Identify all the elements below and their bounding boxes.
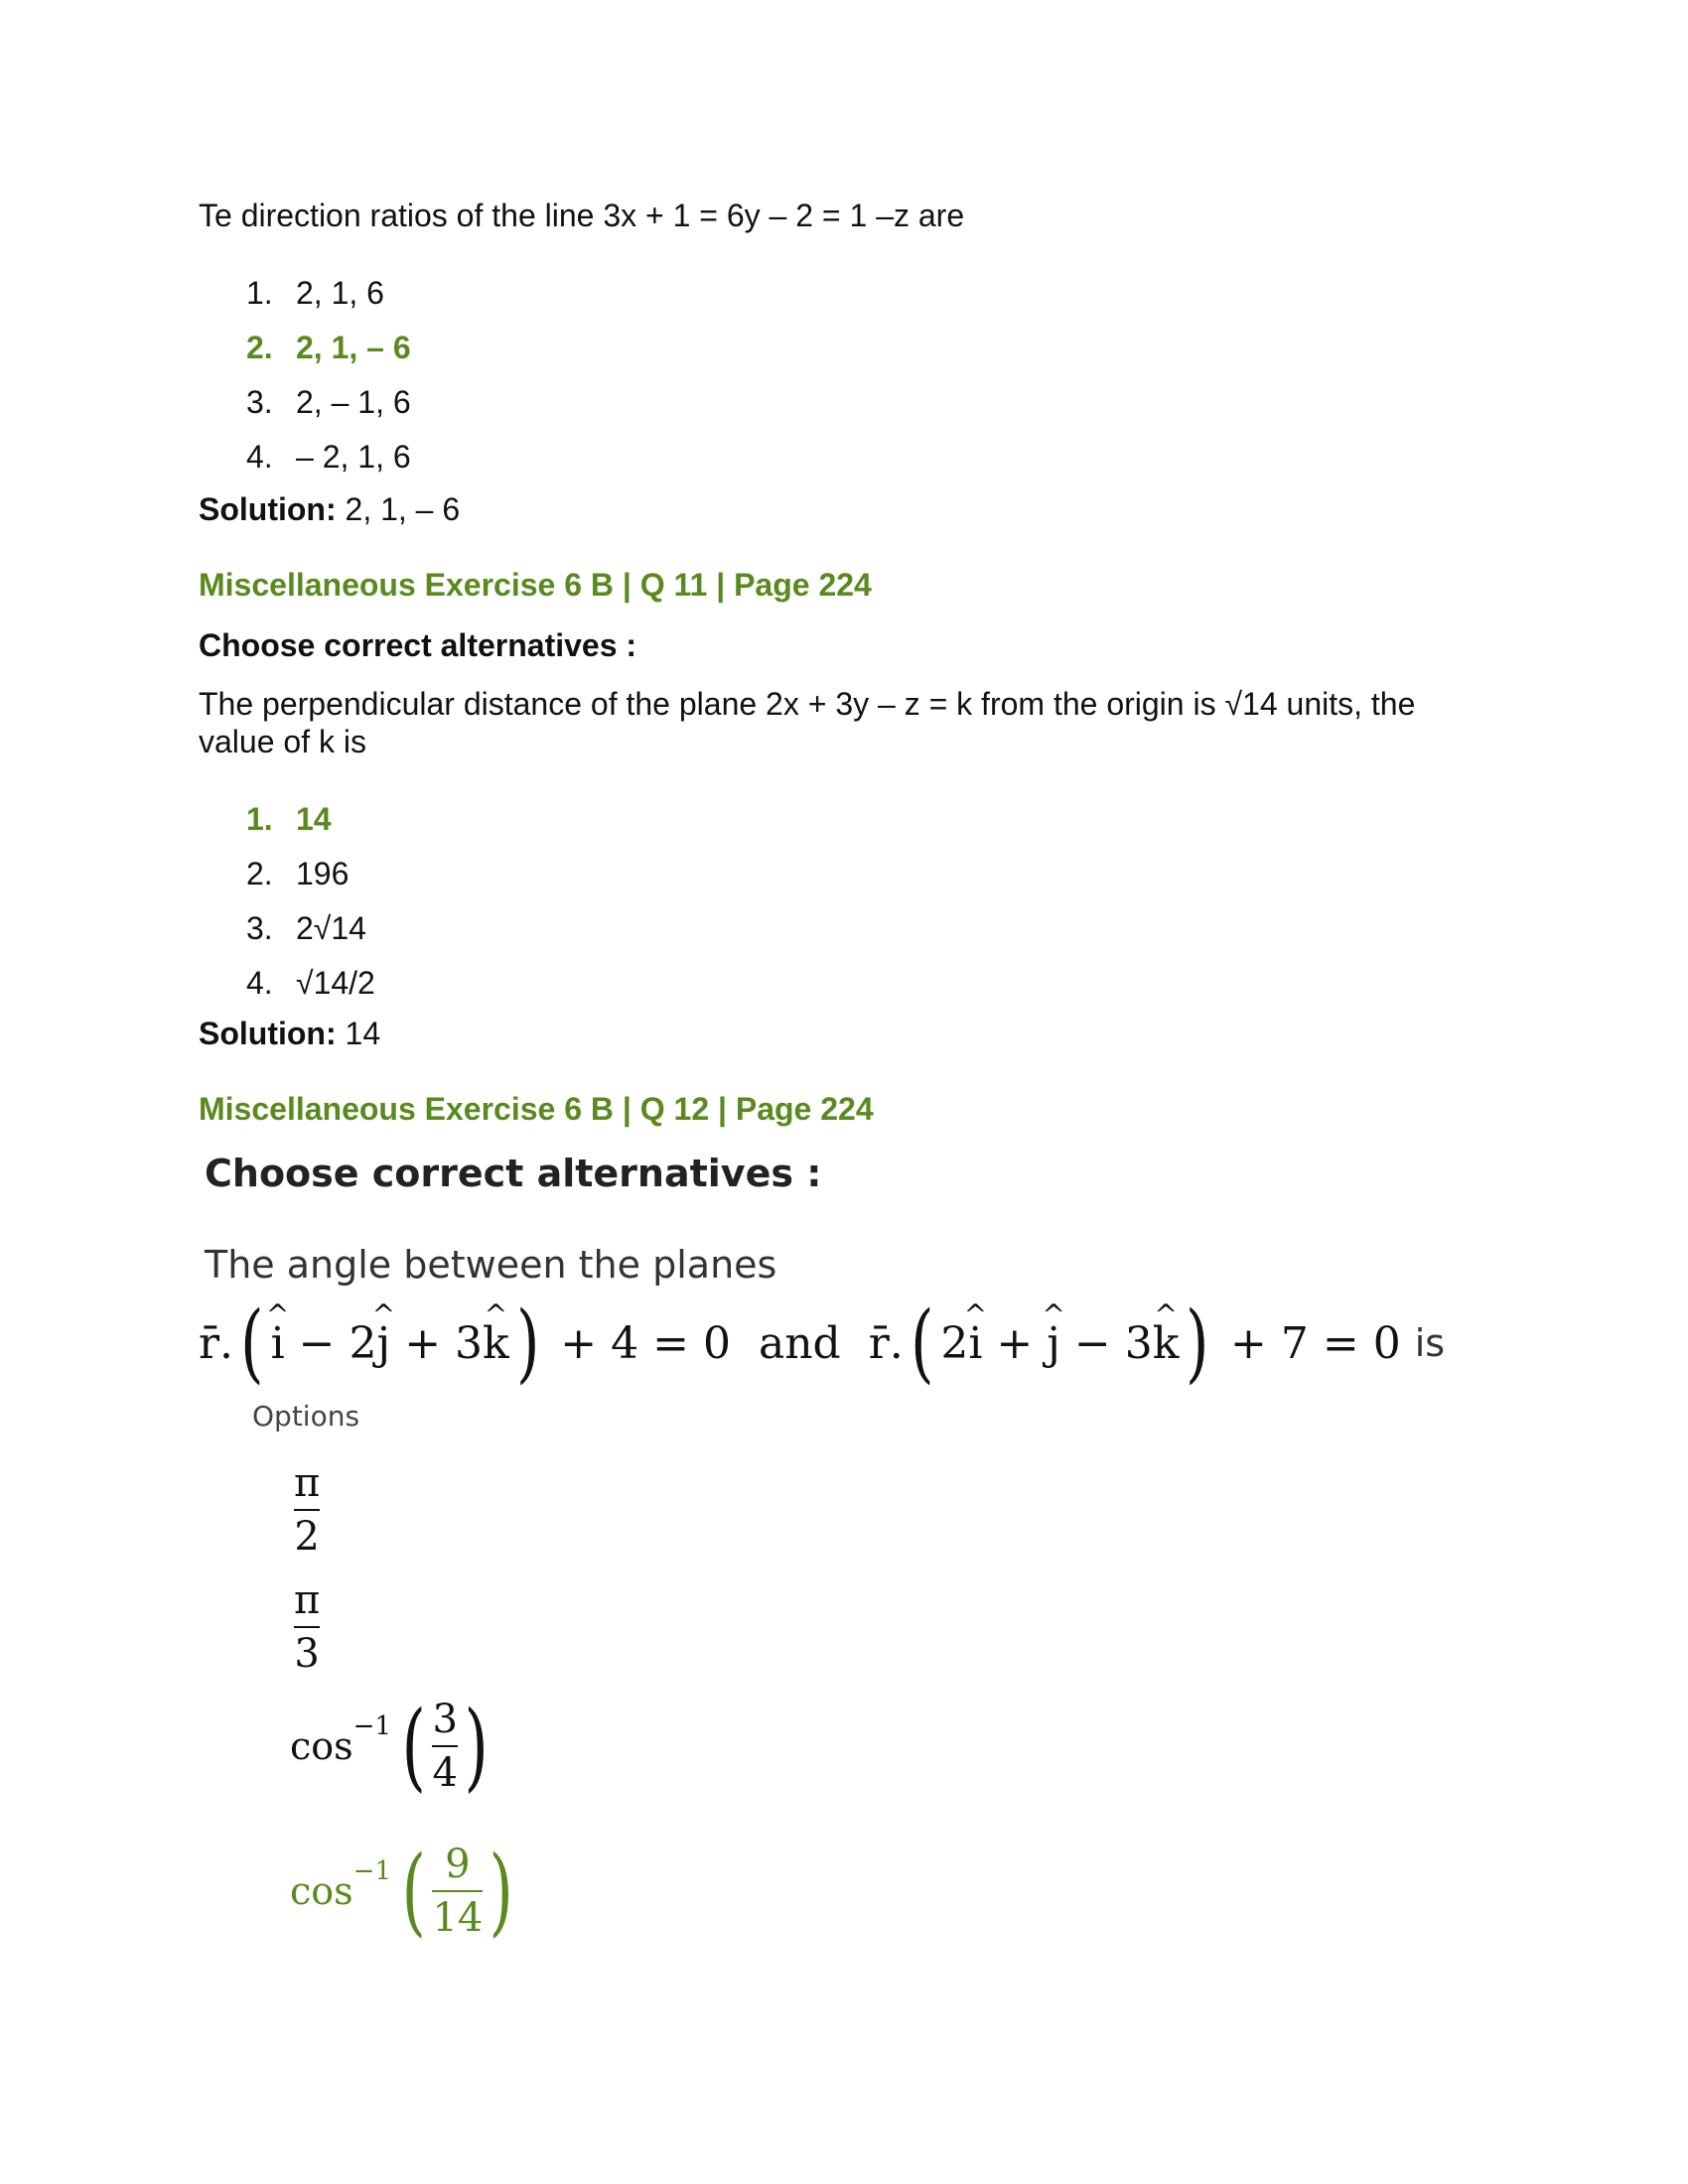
fraction xyxy=(294,1459,320,1561)
option-text: 2√14 xyxy=(296,910,366,946)
option-text: 2, 1, 6 xyxy=(296,275,384,311)
option-item xyxy=(246,901,375,956)
fraction xyxy=(432,1841,483,1942)
close-paren: ) xyxy=(515,1294,540,1393)
math-option-4-correct: cos −1 ( $\frac{9}{14}$ ) xyxy=(290,1836,514,1947)
option-item xyxy=(246,847,375,901)
exercise-heading-q12: Miscellaneous Exercise 6 B | Q 12 | Page 224 xyxy=(199,1091,874,1127)
option-item-correct xyxy=(246,792,375,847)
fraction xyxy=(432,1696,457,1797)
option-item-correct xyxy=(246,321,411,375)
open-paren: ( xyxy=(910,1294,934,1393)
solution-q10 xyxy=(199,490,460,528)
planes-equation xyxy=(199,1296,1445,1391)
option-text: √14/2 xyxy=(296,965,375,1001)
option-text: 14 xyxy=(296,801,332,837)
coef: + 3 xyxy=(404,1317,484,1369)
instruction-q12: Choose correct alternatives : xyxy=(205,1152,822,1195)
vector-r-2: r̄. xyxy=(868,1317,904,1369)
option-number: 2. xyxy=(246,330,273,365)
unit-vector-k: ^ k xyxy=(1153,1318,1180,1369)
eq-tail: + 7 = 0 xyxy=(1230,1317,1401,1369)
coef: + xyxy=(996,1317,1034,1369)
cos-function: cos xyxy=(290,1869,353,1913)
unit-vector-j: ^ j xyxy=(1047,1318,1060,1369)
option-item xyxy=(246,266,411,321)
option-text: 2, 1, – 6 xyxy=(296,330,411,365)
solution-label: Solution: xyxy=(199,1016,337,1051)
open-paren: ( xyxy=(240,1294,264,1393)
fraction xyxy=(294,1576,320,1678)
option-text: 196 xyxy=(296,856,350,891)
option-item xyxy=(246,430,411,484)
solution-label: Solution: xyxy=(199,491,337,527)
and-word: and xyxy=(758,1317,841,1369)
coef: − 2 xyxy=(298,1317,377,1369)
option-number: 1. xyxy=(246,801,273,837)
option-text: – 2, 1, 6 xyxy=(296,439,411,475)
math-option-3: cos −1 ( $\frac{3}{4}$ ) xyxy=(290,1691,489,1802)
solution-q11 xyxy=(199,1015,380,1052)
denominator: 3 xyxy=(294,1631,320,1677)
math-option-1 xyxy=(294,1459,320,1561)
eq-tail: + 4 = 0 xyxy=(560,1317,731,1369)
numerator: π xyxy=(294,1460,321,1506)
coef: 2 xyxy=(940,1317,969,1369)
option-number: 4. xyxy=(246,439,273,475)
option-number: 3. xyxy=(246,910,273,946)
inverse-superscript: −1 xyxy=(352,1711,391,1741)
math-option-2 xyxy=(294,1576,320,1678)
vector-r-1: r̄. xyxy=(199,1317,234,1369)
question-text-q11: The perpendicular distance of the plane 2x + 3y – z = k from the origin is √14 units, the value of k is xyxy=(199,686,1416,759)
numerator: 3 xyxy=(432,1697,458,1742)
coef: − 3 xyxy=(1073,1317,1153,1369)
option-text: 2, – 1, 6 xyxy=(296,384,411,420)
options-list-q11 xyxy=(246,792,375,1011)
unit-vector-j: ^ j xyxy=(377,1318,391,1369)
option-number: 1. xyxy=(246,275,273,311)
denominator: 2 xyxy=(294,1514,320,1560)
option-item xyxy=(246,956,375,1011)
instruction-q11: Choose correct alternatives : xyxy=(199,627,637,663)
options-label: Options xyxy=(252,1400,360,1433)
option-number: 3. xyxy=(246,384,273,420)
cos-function: cos xyxy=(290,1724,353,1768)
option-item xyxy=(246,375,411,430)
close-paren: ) xyxy=(1186,1294,1209,1393)
question-text-q10: Te direction ratios of the line 3x + 1 = 6y – 2 = 1 –z are xyxy=(199,198,965,233)
solution-value: 14 xyxy=(345,1016,381,1051)
solution-value: 2, 1, – 6 xyxy=(345,491,461,527)
denominator: 14 xyxy=(432,1895,484,1941)
unit-vector-i: ^ i xyxy=(968,1318,982,1369)
unit-vector-k: ^ k xyxy=(483,1318,509,1369)
numerator: π xyxy=(294,1577,321,1623)
numerator: 9 xyxy=(445,1842,471,1887)
options-list-q10 xyxy=(246,266,411,484)
denominator: 4 xyxy=(432,1750,458,1796)
is-word: is xyxy=(1414,1321,1446,1365)
question-text-q12: The angle between the planes xyxy=(205,1243,777,1287)
unit-vector-i: ^ i xyxy=(271,1318,285,1369)
option-number: 4. xyxy=(246,965,273,1001)
option-number: 2. xyxy=(246,856,273,891)
exercise-heading-q11: Miscellaneous Exercise 6 B | Q 11 | Page 224 xyxy=(199,567,872,603)
inverse-superscript: −1 xyxy=(352,1856,391,1886)
